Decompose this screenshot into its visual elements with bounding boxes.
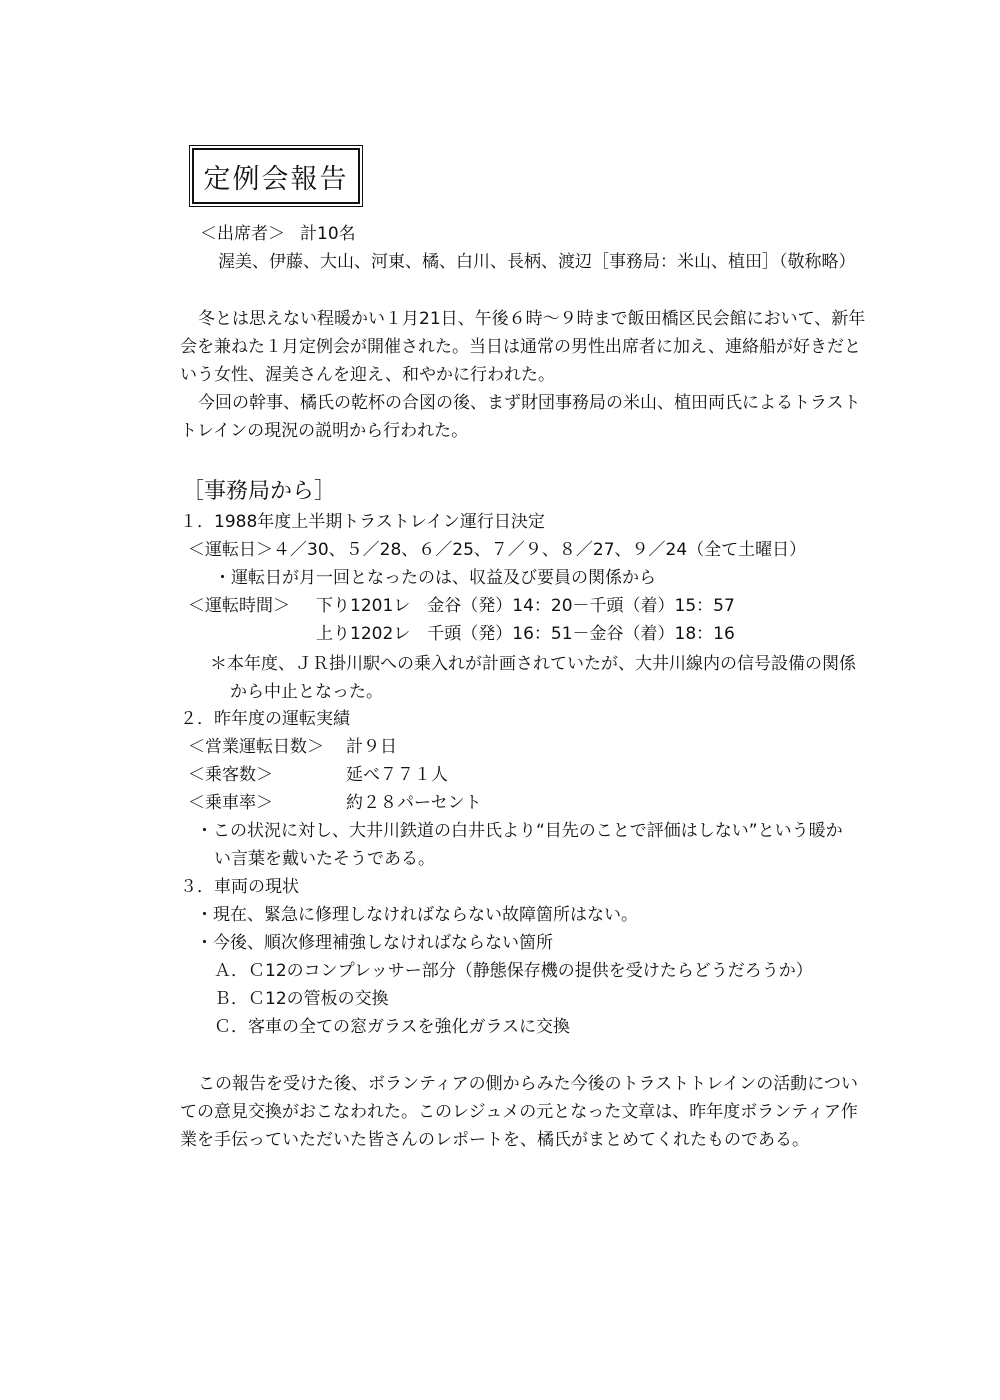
item1-remark: から中止となった。 xyxy=(230,682,383,702)
item1-remark: ＊本年度、ＪＲ掛川駅への乗入れが計画されていたが、大井川線内の信号設備の関係 xyxy=(210,654,856,674)
item2-row-value: 約２８パーセント xyxy=(346,793,482,813)
item3-bullet: ・現在、緊急に修理しなければならない故障箇所はない。 xyxy=(196,905,638,925)
item2-note: ・この状況に対し、大井川鉄道の白井氏より“目先のことで評価はしない”という暖か xyxy=(196,821,843,841)
intro-line: トレインの現況の説明から行われた。 xyxy=(180,421,469,441)
item2-row-value: 延べ７７１人 xyxy=(346,765,448,785)
item3-title: ３．車両の現状 xyxy=(180,877,299,897)
section-heading: ［事務局から］ xyxy=(182,479,337,504)
item3-sub: Ｃ．客車の全ての窓ガラスを強化ガラスに交換 xyxy=(214,1017,570,1037)
item3-bullet: ・今後、順次修理補強しなければならない箇所 xyxy=(196,933,553,953)
item2-row-label: ＜乗車率＞ xyxy=(188,793,273,813)
item3-sub: Ａ．Ｃ12のコンプレッサー部分（静態保存機の提供を受けたらどうだろうか） xyxy=(214,961,813,981)
item1-time-up: 上り1202レ 千頭（発）16：51－金谷（着）18：16 xyxy=(316,624,735,644)
closing-line: この報告を受けた後、ボランティアの側からみた今後のトラストトレインの活動につい xyxy=(198,1074,858,1094)
item1-time-down: 下り1201レ 金谷（発）14：20－千頭（着）15：57 xyxy=(316,596,735,616)
item2-row-label: ＜乗客数＞ xyxy=(188,765,273,785)
item1-time-label: ＜運転時間＞ xyxy=(188,596,290,616)
item1-note: ・運転日が月一回となったのは、収益及び要員の関係から xyxy=(214,568,656,588)
item2-row-label: ＜営業運転日数＞ xyxy=(188,737,324,757)
item2-title: ２．昨年度の運転実績 xyxy=(180,709,350,729)
closing-line: ての意見交換がおこなわれた。このレジュメの元となった文章は、昨年度ボランティア作 xyxy=(180,1102,858,1122)
intro-line: 会を兼ねた１月定例会が開催された。当日は通常の男性出席者に加え、連絡船が好きだと xyxy=(180,337,862,357)
item3-sub: Ｂ．Ｃ12の管板の交換 xyxy=(214,989,389,1009)
intro-line: いう女性、渥美さんを迎え、和やかに行われた。 xyxy=(180,365,556,385)
closing-line: 業を手伝っていただいた皆さんのレポートを、橘氏がまとめてくれたものである。 xyxy=(180,1130,809,1150)
intro-line: 冬とは思えない程暖かい１月21日、午後６時～９時まで飯田橋区民会館において、新年 xyxy=(198,309,866,329)
page-title: 定例会報告 xyxy=(203,163,349,195)
item1-title: １．1988年度上半期トラストレイン運行日決定 xyxy=(180,512,545,532)
intro-line: 今回の幹事、橘氏の乾杯の合図の後、まず財団事務局の米山、植田両氏によるトラスト xyxy=(198,393,861,413)
attendees-total: 計10名 xyxy=(300,224,356,244)
attendees-names: 渥美、伊藤、大山、河東、橘、白川、長柄、渡辺［事務局：米山、植田］（敬称略） xyxy=(218,252,856,272)
item2-row-value: 計９日 xyxy=(346,737,397,757)
attendees-label: ＜出席者＞ xyxy=(200,224,285,244)
title-box xyxy=(192,148,360,204)
item2-note: い言葉を戴いたそうである。 xyxy=(214,849,435,869)
item1-days: ＜運転日＞４／30、５／28、６／25、７／９、８／27、９／24（全て土曜日） xyxy=(188,540,807,560)
